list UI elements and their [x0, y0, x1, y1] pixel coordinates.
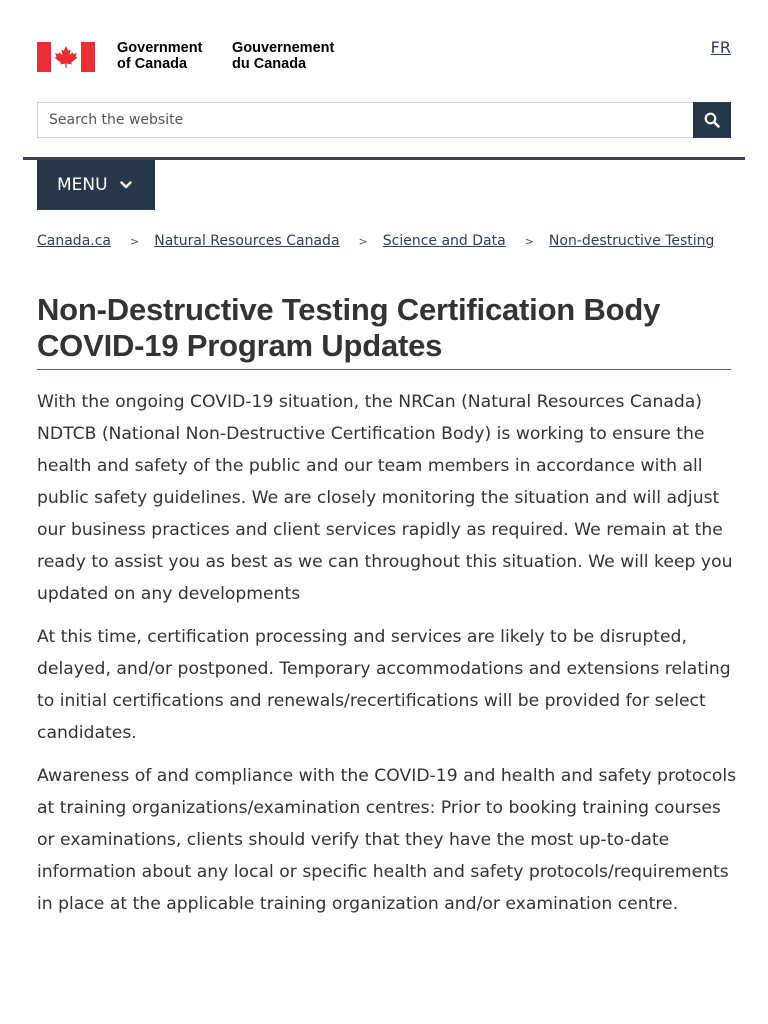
menu-label: MENU: [57, 175, 108, 195]
breadcrumb-separator: >: [130, 234, 140, 248]
main-content: [37, 386, 737, 931]
paragraph: With the ongoing COVID-19 situation, the NRCan (Natural Resources Canada) NDTCB (National Non-Destructive Certification Body) is working to ensure the health and safety of the public and our team members in accordance with all public safety guidelines. We are closely monitoring the situation and will adjust our business practices and client services rapidly as required. We remain at the ready to assist you as best as we can throughout this situation. We will keep you updated on any developments: [37, 392, 733, 604]
search-bar: [37, 102, 731, 138]
page-title: Non-Destructive Testing Certification Body COVID-19 Program Updates: [37, 292, 661, 363]
title-underline: [37, 369, 731, 370]
breadcrumb: [37, 233, 714, 249]
search-input[interactable]: [37, 102, 693, 138]
paragraph: At this time, certification processing and services are likely to be disrupted, delayed, and/or postponed. Temporary accommodations and extensions relating to initial certifications and renewals/recertifications will be provided for select candidates.: [37, 627, 731, 743]
search-icon: [704, 112, 720, 128]
site-header: [0, 0, 768, 195]
menu-button[interactable]: [37, 160, 155, 210]
breadcrumb-link-natural-resources[interactable]: Natural Resources Canada: [154, 233, 340, 249]
signature-en-line1: Government: [117, 40, 203, 56]
signature-fr-line2: du Canada: [232, 56, 307, 72]
signature-fr-line1: Gouvernement: [232, 40, 335, 56]
breadcrumb-separator: >: [524, 234, 534, 248]
paragraph: Awareness of and compliance with the COVID-19 and health and safety protocols at training organizations/examination centres: Prior to booking training courses or examinations, clients should verify that they have the most up-to-date information about any local or specific health and safety protocols/requirements in place at the applicable training organization and/or examination centre.: [37, 766, 737, 914]
chevron-down-icon: [120, 181, 132, 189]
government-signature-fr[interactable]: [232, 40, 334, 72]
signature-en-line2: of Canada: [117, 56, 188, 72]
government-signature-en[interactable]: [117, 40, 202, 72]
language-toggle-link[interactable]: FR: [710, 38, 731, 57]
breadcrumb-link-canada[interactable]: Canada.ca: [37, 233, 111, 249]
breadcrumb-link-science-data[interactable]: Science and Data: [382, 233, 506, 249]
search-button[interactable]: [693, 102, 731, 138]
breadcrumb-link-ndt[interactable]: Non-destructive Testing: [548, 233, 715, 249]
breadcrumb-separator: >: [358, 234, 368, 248]
canada-flag-icon[interactable]: [37, 42, 95, 72]
